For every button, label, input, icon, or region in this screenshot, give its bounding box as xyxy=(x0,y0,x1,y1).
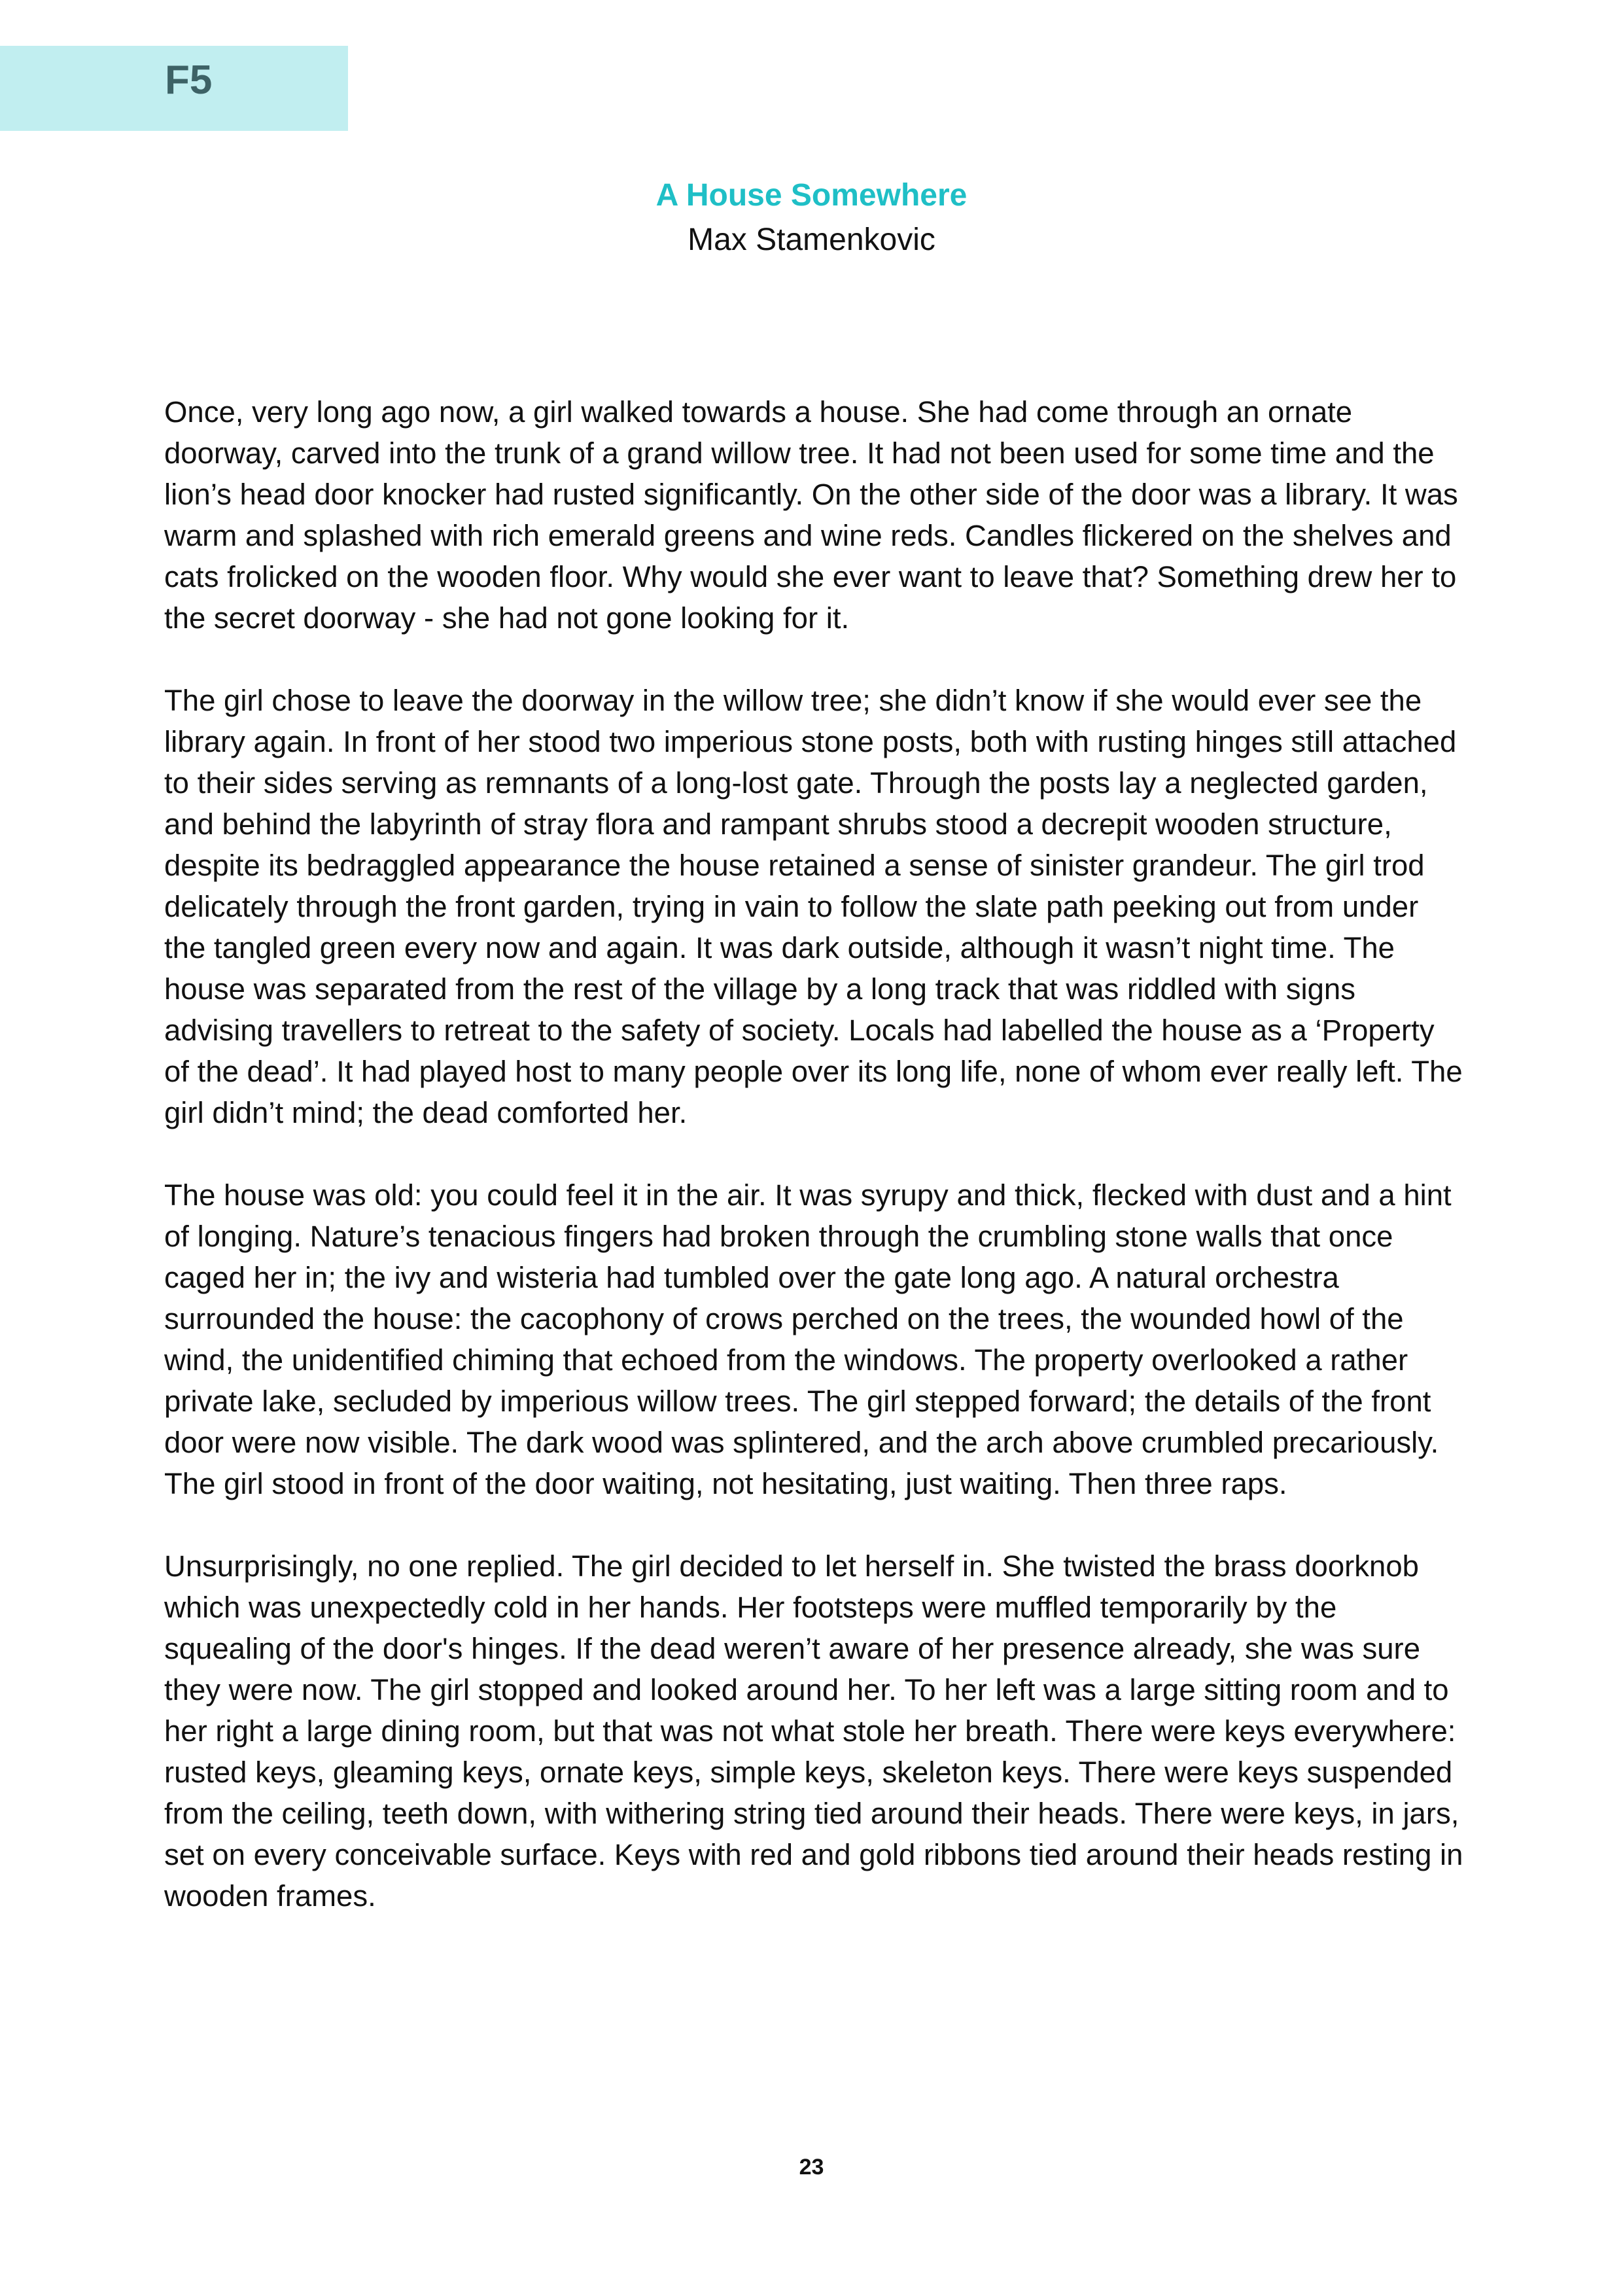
paragraph: Unsurprisingly, no one replied. The girl decided to let herself in. She twisted the brass doorknob which was unexpectedly cold in her hands. Her footsteps were muffled temporarily by the squealing of the door's hinges. If the dead weren’t aware of her presence already, she was sure they were now. The girl stopped and looked around her. To her left was a large sitting room and to her right a large dining room, but that was not what stole her breath. There were keys everywhere: rusted keys, gleaming keys, ornate keys, simple keys, skeleton keys. There were keys suspended from the ceiling, teeth down, with withering string tied around their heads. There were keys, in jars, set on every conceivable surface. Keys with red and gold ribbons tied around their heads resting in wooden frames. xyxy=(164,1549,1463,1913)
story-title: A House Somewhere xyxy=(655,178,968,213)
story-author: Max Stamenkovic xyxy=(688,222,935,257)
paragraph: The house was old: you could feel it in the air. It was syrupy and thick, flecked with dust and a hint of longing. Nature’s tenacious fingers had broken through the crumbling stone walls that once caged her in; the ivy and wisteria had tumbled over the gate long ago. A natural orchestra surrounded the house: the cacophony of crows perched on the trees, the wounded howl of the wind, the unidentified chiming that echoed from the windows. The property overlooked a rather private lake, secluded by imperious willow trees. The girl stepped forward; the details of the front door were now visible. The dark wood was splintered, and the arch above crumbled precariously. The girl stood in front of the door waiting, not hesitating, just waiting. Then three raps. xyxy=(164,1178,1452,1500)
paragraph: The girl chose to leave the doorway in the willow tree; she didn’t know if she would ever see the library again. In front of her stood two imperious stone posts, both with rusting hinges still attached to their sides serving as remnants of a long-lost gate. Through the posts lay a neglected garden, and behind the labyrinth of stray flora and rampant shrubs stood a decrepit wooden structure, despite its bedraggled appearance the house retained a sense of sinister grandeur. The girl trod delicately through the front garden, trying in vain to follow the slate path peeking out from under the tangled green every now and again. It was dark outside, although it wasn’t night time. The house was separated from the rest of the village by a long track that was riddled with signs advising travellers to retreat to the safety of society. Locals had labelled the house as a ‘Property of the dead’. It had played host to many people over its long life, none of whom ever really left. The girl didn’t mind; the dead comforted her. xyxy=(164,684,1463,1129)
paragraph: Once, very long ago now, a girl walked towards a house. She had come through an ornate doorway, carved into the trunk of a grand willow tree. It had not been used for some time and the lion’s head door knocker had rusted significantly. On the other side of the door was a library. It was warm and splashed with rich emerald greens and wine reds. Candles flickered on the shelves and cats frolicked on the wooden floor. Why would she ever want to leave that? Something drew her to the secret doorway - she had not gone looking for it. xyxy=(164,395,1458,635)
page-number: 23 xyxy=(799,2155,824,2180)
section-tag-label: F5 xyxy=(165,58,213,103)
story-body xyxy=(164,391,1466,1958)
